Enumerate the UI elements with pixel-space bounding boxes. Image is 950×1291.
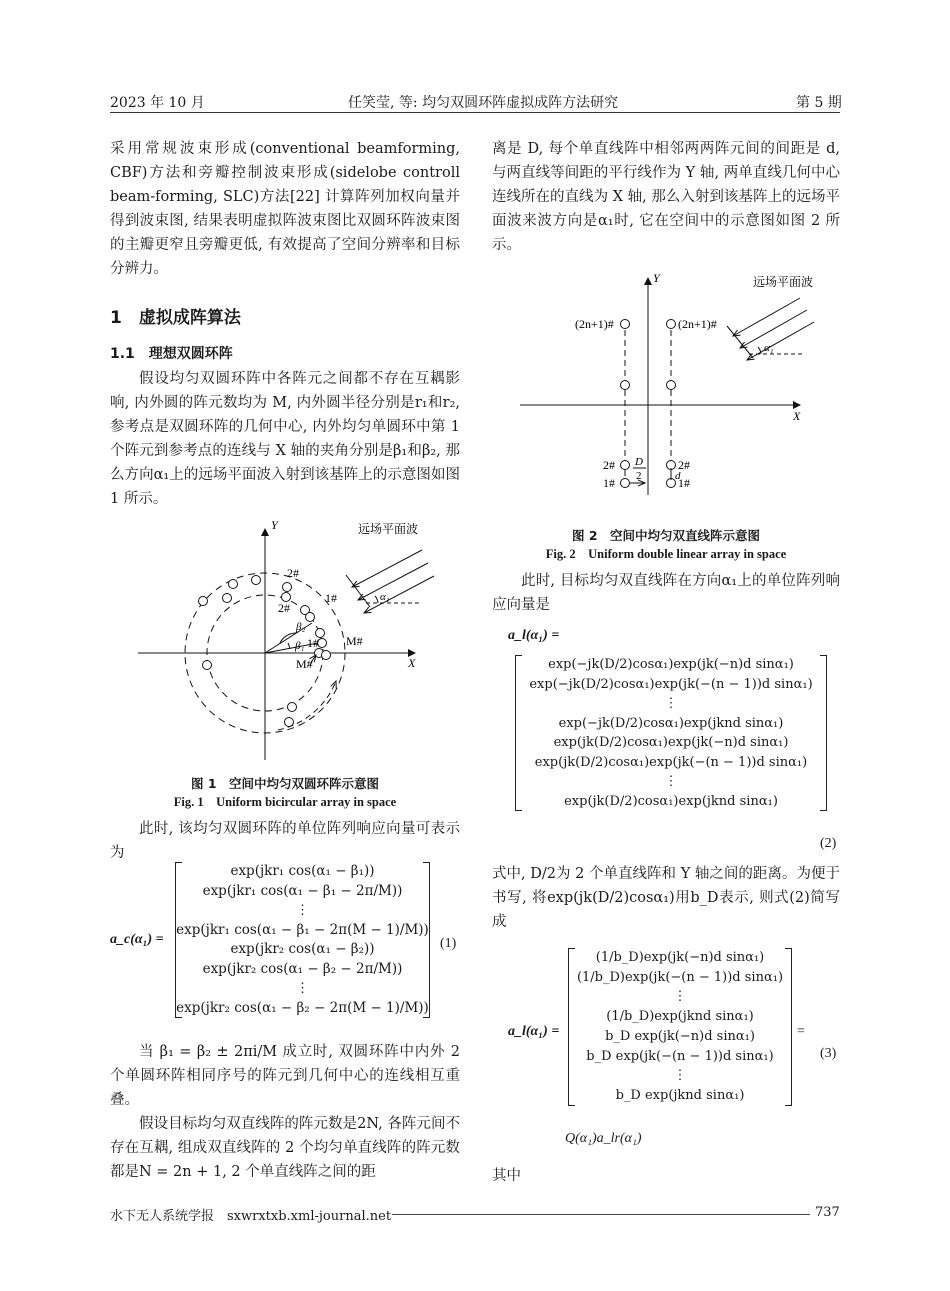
eq3-row: ⋮: [673, 1068, 687, 1084]
eq1-row: ⋮: [295, 980, 310, 996]
footer-page: 737: [815, 1205, 840, 1220]
eq2-row: exp(−jk(D/2)cosα₁)exp(jk(−(n − 1))d sinα₁): [529, 676, 813, 692]
fig1-y-label: Y: [271, 518, 278, 532]
left-intro: 采用常规波束形成(conventional beamforming, CBF)方法和旁瓣控制波束形成(sidelobe controll beam-forming, SLC)方法[22] 计算阵列加权向量并得到波束图, 结果表明虚拟阵波束图比双圆环阵波束图的主瓣更窄且旁瓣更低, 有效提高了空间分辨率和目标分辨力。: [110, 141, 460, 277]
figure-2: [515, 270, 835, 500]
section-1-heading: 1 虚拟成阵算法: [110, 308, 241, 328]
eq1-row: exp(jkr₁ cos(α₁ − β₁)): [230, 863, 375, 879]
fig1-label-2-outer: 2#: [287, 566, 299, 580]
fig2-label-1-left: 1#: [603, 476, 615, 490]
fig2-label-1-right: 1#: [678, 476, 690, 490]
section-1-1-heading: 1.1 理想双圆环阵: [110, 346, 233, 362]
fig2-x-label: X: [793, 409, 801, 423]
eq3-row: ⋮: [673, 989, 687, 1005]
fig2-label-top-left: (2n+1)#: [575, 317, 614, 331]
fig1-x-label: X: [408, 656, 416, 670]
header-rule: [110, 112, 840, 113]
left-para4: 假设目标均匀双直线阵的阵元数是2N, 各阵元间不存在互耦, 组成双直线阵的 2 个均匀单直线阵的阵元数都是N = 2n + 1, 2 个单直线阵之间的距: [110, 1116, 460, 1180]
right-para4: 其中: [492, 1168, 521, 1184]
fig1-beta1: β₁: [295, 640, 305, 652]
eq2-matrix: [515, 655, 827, 811]
fig1-label-m-inner: M#: [296, 657, 313, 671]
eq1-row: exp(jkr₂ cos(α₁ − β₂)): [230, 941, 375, 957]
figure-1: [130, 515, 450, 765]
fig2-label-2-left: 2#: [603, 458, 615, 472]
left-para2: 此时, 该均匀双圆环阵的单位阵列响应向量可表示为: [110, 821, 460, 861]
eq2-lhs: a_l(α₁) =: [508, 628, 560, 643]
header-date: 2023 年 10 月: [110, 95, 205, 111]
eq1-row: exp(jkr₁ cos(α₁ − β₁ − 2π(M − 1)/M)): [176, 921, 429, 938]
fig1-label-1-outer: 1#: [325, 591, 337, 605]
eq3-equals: =: [797, 1024, 805, 1039]
fig2-y-label: Y: [653, 271, 660, 285]
eq3-row: (1/b_D)exp(jknd sinα₁): [606, 1009, 754, 1025]
eq1-row: exp(jkr₂ cos(α₁ − β₂ − 2π/M)): [202, 960, 403, 977]
eq3-row: b_D exp(jk(−n)d sinα₁): [605, 1028, 755, 1044]
header-title: 任笑莹, 等: 均匀双圆环阵虚拟成阵方法研究: [348, 95, 619, 111]
fig2-label-2-right: 2#: [678, 458, 690, 472]
right-para2: 此时, 目标均匀双直线阵在方向α₁上的单位阵列响应向量是: [492, 573, 840, 613]
eq3-row: (1/b_D)exp(jk(−(n − 1))d sinα₁): [576, 969, 784, 985]
eq2-row: exp(jk(D/2)cosα₁)exp(jknd sinα₁): [564, 793, 778, 809]
eq3-row: b_D exp(jknd sinα₁): [615, 1087, 745, 1103]
fig2-label-top-right: (2n+1)#: [678, 317, 717, 331]
fig2-caption: 图 2 空间中均匀双直线阵示意图 Fig. 2 Uniform double linear array in space: [545, 528, 787, 561]
eq3-rhs: Q(α₁)a_lr(α₁): [565, 1131, 642, 1146]
eq2-row: exp(−jk(D/2)cosα₁)exp(jk(−n)d sinα₁): [548, 657, 794, 672]
eq2-number: (2): [820, 836, 837, 851]
left-para1: 假设均匀双圆环阵中各阵元之间都不存在互耦影响, 内外圆的阵元数均为 M, 内外圆半径分别是r₁和r₂, 参考点是双圆环阵的几何中心, 内外均匀单圆环中第 1 个阵元到参考点的连线与 X 轴的夹角分别是β₁和β₂, 那么方向α₁上的远场平面波入射到该基阵上的示意图如图 1 所示。: [110, 371, 460, 507]
eq1-matrix: [175, 862, 430, 1018]
fig2-d-num: D: [635, 456, 643, 468]
footer-journal: 水下无人系统学报 sxwrxtxb.xml-journal.net: [110, 1209, 392, 1224]
eq3-lhs: a_l(α₁) =: [508, 1024, 560, 1039]
fig2-wave-label: 远场平面波: [753, 275, 814, 289]
eq1-number: (1): [440, 936, 457, 951]
eq1-row: exp(jkr₂ cos(α₁ − β₂ − 2π(M − 1)/M)): [176, 999, 429, 1016]
eq3-row: b_D exp(jk(−(n − 1))d sinα₁): [586, 1048, 774, 1064]
fig2-alpha1: α₁: [764, 342, 774, 354]
eq3-row: (1/b_D)exp(jk(−n)d sinα₁): [595, 950, 765, 965]
footer-rule: [392, 1214, 810, 1215]
fig1-label-1-inner: 1#: [307, 636, 319, 650]
eq1-row: ⋮: [295, 902, 310, 918]
eq2-row: ⋮: [664, 696, 678, 711]
eq3-number: (3): [820, 1046, 837, 1061]
fig1-label-2-inner: 2#: [278, 601, 290, 615]
right-para3: 式中, D/2为 2 个单直线阵和 Y 轴之间的距离。为便于书写, 将exp(jk(D/2)cosα₁)用b_D表示, 则式(2)简写成: [492, 866, 840, 930]
fig1-beta2: β₂: [296, 621, 306, 633]
left-para3: 当 β₁ = β₂ ± 2πi/M 成立时, 双圆环阵中内外 2 个单圆环阵相同序号的阵元到几何中心的连线相互重叠。: [110, 1044, 460, 1108]
right-para1: 离是 D, 每个单直线阵中相邻两两阵元间的间距是 d, 与两直线等间距的平行线作为 Y 轴, 两单直线几何中心连线所在的直线为 X 轴, 那么入射到该基阵上的远场平面波来波方向是α₁时, 它在空间中的示意图如图 2 所示。: [492, 141, 840, 253]
fig1-alpha1: α₁: [380, 591, 390, 603]
fig2-d-den: 2: [636, 470, 642, 482]
header-issue: 第 5 期: [796, 95, 842, 111]
eq1-row: exp(jkr₁ cos(α₁ − β₁ − 2π/M)): [202, 882, 403, 899]
eq2-row: ⋮: [664, 774, 678, 789]
fig1-wave-label: 远场平面波: [358, 522, 419, 536]
eq1-lhs: a_c(α₁) =: [110, 932, 164, 947]
fig2-small-d: d: [675, 470, 681, 482]
eq2-row: exp(−jk(D/2)cosα₁)exp(jknd sinα₁): [558, 715, 784, 731]
fig1-caption: 图 1 空间中均匀双圆环阵示意图 Fig. 1 Uniform bicircular array in space: [173, 776, 397, 809]
fig1-label-m-outer: M#: [346, 634, 363, 648]
eq3-matrix: [568, 948, 792, 1106]
eq2-row: exp(jk(D/2)cosα₁)exp(jk(−(n − 1))d sinα₁): [534, 754, 808, 770]
eq2-row: exp(jk(D/2)cosα₁)exp(jk(−n)d sinα₁): [553, 735, 789, 750]
